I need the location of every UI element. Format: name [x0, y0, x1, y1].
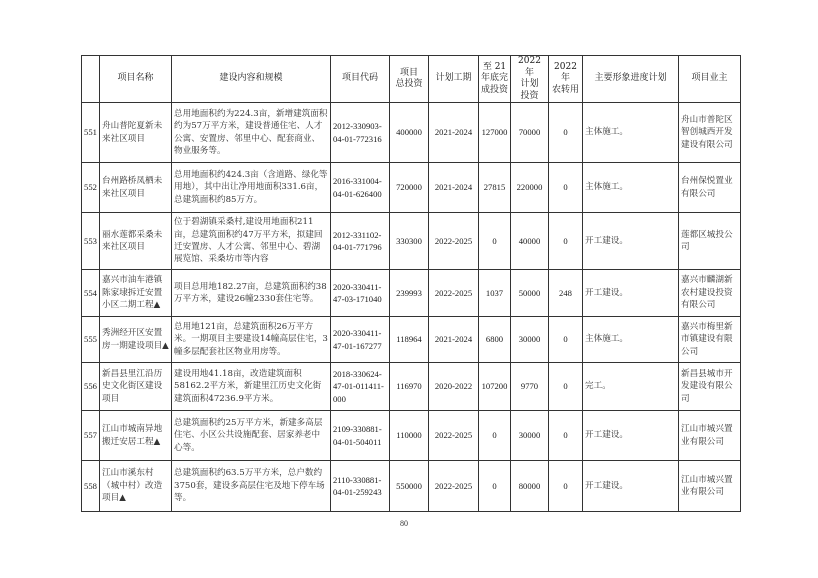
row-no: 556 [82, 363, 100, 411]
project-code: 2016-331004-04-01-626400 [331, 163, 390, 213]
project-name: 秀洲经开区安置房一期建设项目▲ [100, 317, 172, 363]
plan-2022: 30000 [511, 411, 549, 461]
total-investment: 720000 [390, 163, 429, 213]
header-done21: 至 21 年底完 成投资 [479, 56, 511, 103]
project-owner: 新昌县城市开发建设有限公司 [679, 363, 741, 411]
total-investment: 330300 [390, 213, 429, 270]
plan-period: 2021-2024 [429, 317, 479, 363]
plan-period: 2021-2024 [429, 103, 479, 163]
project-content: 位于碧湖镇采桑村,建设用地面积211亩，总建筑面积约47万平方米，拟建回迁安置房、人才公寓、邻里中心、碧湖展览馆、采桑坊市等内容 [172, 213, 331, 270]
row-no: 557 [82, 411, 100, 461]
page-number: 80 [400, 519, 408, 528]
plan-2022: 50000 [511, 270, 549, 317]
project-code: 2020-330411-47-01-167277 [331, 317, 390, 363]
plan-period: 2022-2025 [429, 461, 479, 512]
land-2022: 0 [549, 363, 583, 411]
land-2022: 0 [549, 213, 583, 270]
project-owner: 江山市城兴置业有限公司 [679, 411, 741, 461]
project-name: 江山市城南异地搬迁安居工程▲ [100, 411, 172, 461]
table-row [82, 461, 741, 512]
land-2022: 0 [549, 103, 583, 163]
project-content: 总用地面积约424.3亩（含道路、绿化等用地），其中出让净用地面积331.6亩，总建筑面积约85万方。 [172, 163, 331, 213]
progress-plan: 完工。 [583, 363, 679, 411]
header-progress: 主要形象进度计划 [583, 56, 679, 103]
header-owner: 项目业主 [679, 56, 741, 103]
row-no: 551 [82, 103, 100, 163]
table-row [82, 317, 741, 363]
project-owner: 嘉兴市梅里新市镇建设有限公司 [679, 317, 741, 363]
total-investment: 550000 [390, 461, 429, 512]
total-investment: 116970 [390, 363, 429, 411]
done-2021: 0 [479, 213, 511, 270]
done-2021: 127000 [479, 103, 511, 163]
done-2021: 1037 [479, 270, 511, 317]
table-row [82, 270, 741, 317]
project-code: 2110-330881-04-01-259243 [331, 461, 390, 512]
plan-period: 2022-2025 [429, 270, 479, 317]
project-code: 2018-330624-47-01-011411-000 [331, 363, 390, 411]
total-investment: 239993 [390, 270, 429, 317]
table-row [82, 213, 741, 270]
project-name: 舟山普陀夏新未来社区项目 [100, 103, 172, 163]
total-investment: 110000 [390, 411, 429, 461]
row-no: 553 [82, 213, 100, 270]
plan-period: 2022-2025 [429, 213, 479, 270]
header-row [82, 56, 741, 103]
project-owner: 嘉兴市麟湖新农村建设投资有限公司 [679, 270, 741, 317]
header-no [82, 56, 100, 103]
progress-plan: 主体施工。 [583, 317, 679, 363]
header-name: 项目名称 [100, 56, 172, 103]
project-owner: 江山市城兴置业有限公司 [679, 461, 741, 512]
done-2021: 6800 [479, 317, 511, 363]
table-row [82, 103, 741, 163]
land-2022: 0 [549, 317, 583, 363]
project-owner: 莲都区城投公司 [679, 213, 741, 270]
plan-2022: 70000 [511, 103, 549, 163]
project-name: 江山市溪东村（城中村）改造项目▲ [100, 461, 172, 512]
row-no: 554 [82, 270, 100, 317]
header-total: 项目 总投资 [390, 56, 429, 103]
table-row [82, 411, 741, 461]
row-no: 552 [82, 163, 100, 213]
total-investment: 118964 [390, 317, 429, 363]
progress-plan: 主体施工。 [583, 103, 679, 163]
project-owner: 台州保悦置业有限公司 [679, 163, 741, 213]
done-2021: 107200 [479, 363, 511, 411]
project-name: 台州路桥凤栖未来社区项目 [100, 163, 172, 213]
progress-plan: 开工建设。 [583, 213, 679, 270]
project-content: 总建筑面积约25万平方米，新建多高层住宅、小区公共设施配套、居家养老中心等。 [172, 411, 331, 461]
plan-2022: 40000 [511, 213, 549, 270]
project-code: 2012-331102-04-01-771796 [331, 213, 390, 270]
header-land22: 2022 年 农转用 [549, 56, 583, 103]
done-2021: 27815 [479, 163, 511, 213]
table-row [82, 163, 741, 213]
done-2021: 0 [479, 461, 511, 512]
plan-period: 2020-2022 [429, 363, 479, 411]
land-2022: 0 [549, 461, 583, 512]
project-name: 丽水莲都采桑未来社区项目 [100, 213, 172, 270]
project-name: 新昌县里江沿历史文化街区建设项目 [100, 363, 172, 411]
progress-plan: 开工建设。 [583, 270, 679, 317]
header-content: 建设内容和规模 [172, 56, 331, 103]
header-period: 计划工期 [429, 56, 479, 103]
project-code: 2020-330411-47-03-171040 [331, 270, 390, 317]
plan-2022: 9770 [511, 363, 549, 411]
project-content: 项目总用地182.27亩，总建筑面积约38万平方米，建设26幢2330套住宅等。 [172, 270, 331, 317]
header-plan22: 2022 年 计划 投资 [511, 56, 549, 103]
project-content: 总用地121亩，总建筑面积26万平方米。一期项目主要建设14幢高层住宅，3幢多层配套社区物业用房等。 [172, 317, 331, 363]
row-no: 558 [82, 461, 100, 512]
project-table [81, 55, 741, 512]
progress-plan: 开工建设。 [583, 411, 679, 461]
done-2021: 0 [479, 411, 511, 461]
land-2022: 0 [549, 163, 583, 213]
row-no: 555 [82, 317, 100, 363]
land-2022: 0 [549, 411, 583, 461]
project-name: 嘉兴市油车港镇陈家埭拆迁安置小区二期工程▲ [100, 270, 172, 317]
header-code: 项目代码 [331, 56, 390, 103]
project-content: 总用地面积约为224.3亩，新增建筑面积约为57万平方米，建设普通住宅、人才公寓、安置房、邻里中心、配套商业、物业服务等。 [172, 103, 331, 163]
land-2022: 248 [549, 270, 583, 317]
project-code: 2109-330881-04-01-504011 [331, 411, 390, 461]
table-row [82, 363, 741, 411]
plan-2022: 220000 [511, 163, 549, 213]
plan-2022: 80000 [511, 461, 549, 512]
project-content: 建设用地41.18亩，改造建筑面积58162.2平方米，新建里江历史文化街建筑面积47236.9平方米。 [172, 363, 331, 411]
project-content: 总建筑面积约63.5万平方米，总户数约3750套，建设多高层住宅及地下停车场等。 [172, 461, 331, 512]
project-code: 2012-330903-04-01-772316 [331, 103, 390, 163]
plan-2022: 30000 [511, 317, 549, 363]
progress-plan: 开工建设。 [583, 461, 679, 512]
total-investment: 400000 [390, 103, 429, 163]
project-owner: 舟山市普陀区智创城西开发建设有限公司 [679, 103, 741, 163]
progress-plan: 主体施工。 [583, 163, 679, 213]
plan-period: 2021-2024 [429, 163, 479, 213]
plan-period: 2022-2025 [429, 411, 479, 461]
